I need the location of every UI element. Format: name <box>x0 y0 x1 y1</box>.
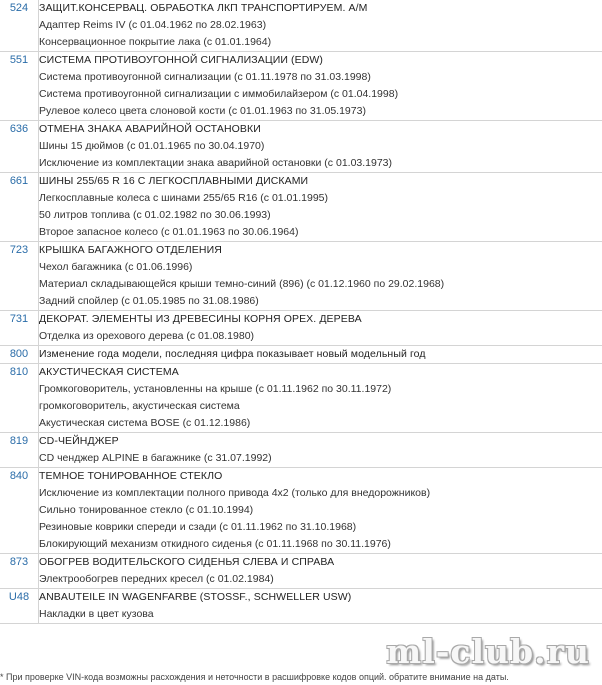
option-description: Рулевое колесо цвета слоновой кости (с 01.01.1963 по 31.05.1973) <box>39 105 366 117</box>
option-code: 840 <box>0 468 39 554</box>
option-details <box>39 433 602 468</box>
footnote: * При проверке VIN-кода возможны расхождения и неточности в расшифровке кодов опций. обратите внимание на даты. <box>0 672 509 682</box>
option-details <box>39 173 602 242</box>
option-title: ОТМЕНА ЗНАКА АВАРИЙНОЙ ОСТАНОВКИ <box>39 123 261 135</box>
table-row <box>0 0 602 52</box>
option-title: ШИНЫ 255/65 R 16 С ЛЕГКОСПЛАВНЫМИ ДИСКАМИ <box>39 175 309 187</box>
table-row <box>0 311 602 346</box>
option-code: 661 <box>0 173 39 242</box>
option-title: АКУСТИЧЕСКАЯ СИСТЕМА <box>39 366 179 378</box>
option-description: Система противоугонной сигнализации (с 01.11.1978 по 31.03.1998) <box>39 71 371 83</box>
option-title: ТЕМНОЕ ТОНИРОВАННОЕ СТЕКЛО <box>39 470 223 482</box>
option-details <box>39 346 602 364</box>
option-title: ANBAUTEILE IN WAGENFARBE (STOSSF., SCHWELLER USW) <box>39 591 352 603</box>
option-title: ЗАЩИТ.КОНСЕРВАЦ. ОБРАБОТКА ЛКП ТРАНСПОРТИРУЕМ. А/М <box>39 2 368 14</box>
option-description: Адаптер Reims IV (с 01.04.1962 по 28.02.1963) <box>39 19 267 31</box>
option-description: Чехол багажника (с 01.06.1996) <box>39 261 193 273</box>
option-details <box>39 52 602 121</box>
option-title: ДЕКОРАТ. ЭЛЕМЕНТЫ ИЗ ДРЕВЕСИНЫ КОРНЯ ОРЕХ. ДЕРЕВА <box>39 313 362 325</box>
option-details <box>39 468 602 554</box>
table-row <box>0 468 602 554</box>
table-row <box>0 173 602 242</box>
option-description: Акустическая система BOSE (с 01.12.1986) <box>39 417 251 429</box>
table-row <box>0 242 602 311</box>
option-details <box>39 121 602 173</box>
option-description: Второе запасное колесо (с 01.01.1963 по 30.06.1964) <box>39 226 299 238</box>
option-details <box>39 589 602 624</box>
option-code: 524 <box>0 0 39 52</box>
option-code: 819 <box>0 433 39 468</box>
option-description: Легкосплавные колеса с шинами 255/65 R16 (с 01.01.1995) <box>39 192 329 204</box>
table-row <box>0 52 602 121</box>
option-title: ОБОГРЕВ ВОДИТЕЛЬСКОГО СИДЕНЬЯ СЛЕВА И СПРАВА <box>39 556 335 568</box>
watermark-logo: ml-club.ru <box>386 632 590 671</box>
option-description: Отделка из орехового дерева (с 01.08.1980) <box>39 330 255 342</box>
option-details <box>39 364 602 433</box>
table-row <box>0 121 602 173</box>
option-code: U48 <box>0 589 39 624</box>
option-description: Шины 15 дюймов (с 01.01.1965 по 30.04.1970) <box>39 140 265 152</box>
table-row <box>0 554 602 589</box>
option-description: Задний спойлер (с 01.05.1985 по 31.08.1986) <box>39 295 259 307</box>
table-row <box>0 433 602 468</box>
option-description: Накладки в цвет кузова <box>39 608 154 620</box>
option-code: 873 <box>0 554 39 589</box>
option-description: Электрообогрев передних кресел (с 01.02.1984) <box>39 573 274 585</box>
option-title: СИСТЕМА ПРОТИВОУГОННОЙ СИГНАЛИЗАЦИИ (EDW) <box>39 54 324 66</box>
option-description: Материал складывающейся крыши темно-синий (896) (с 01.12.1960 по 29.02.1968) <box>39 278 445 290</box>
option-code: 800 <box>0 346 39 364</box>
option-code: 723 <box>0 242 39 311</box>
option-code: 810 <box>0 364 39 433</box>
option-details <box>39 0 602 52</box>
option-title: CD-ЧЕЙНДЖЕР <box>39 435 119 447</box>
option-description: Исключение из комплектации полного привода 4x2 (только для внедорожников) <box>39 487 431 499</box>
option-description: Исключение из комплектации знака аварийной остановки (с 01.03.1973) <box>39 157 393 169</box>
option-code: 636 <box>0 121 39 173</box>
option-description: Громкоговоритель, установленны на крыше (с 01.11.1962 по 30.11.1972) <box>39 383 392 395</box>
option-description: Система противоугонной сигнализации с иммобилайзером (с 01.04.1998) <box>39 88 399 100</box>
option-description: Резиновые коврики спереди и сзади (с 01.11.1962 по 31.10.1968) <box>39 521 357 533</box>
table-row <box>0 364 602 433</box>
option-description: громкоговоритель, акустическая система <box>39 400 240 412</box>
option-title: КРЫШКА БАГАЖНОГО ОТДЕЛЕНИЯ <box>39 244 222 256</box>
table-row <box>0 589 602 624</box>
option-title: Изменение года модели, последняя цифра показывает новый модельный год <box>39 348 426 360</box>
option-code: 731 <box>0 311 39 346</box>
table-row <box>0 346 602 364</box>
option-description: Сильно тонированное стекло (с 01.10.1994) <box>39 504 254 516</box>
option-description: Блокирующий механизм откидного сиденья (с 01.11.1968 по 30.11.1976) <box>39 538 391 550</box>
option-description: CD ченджер ALPINE в багажнике (с 31.07.1992) <box>39 452 272 464</box>
option-details <box>39 311 602 346</box>
option-details <box>39 554 602 589</box>
option-code: 551 <box>0 52 39 121</box>
option-description: 50 литров топлива (с 01.02.1982 по 30.06.1993) <box>39 209 271 221</box>
option-details <box>39 242 602 311</box>
option-description: Консервационное покрытие лака (с 01.01.1964) <box>39 36 272 48</box>
